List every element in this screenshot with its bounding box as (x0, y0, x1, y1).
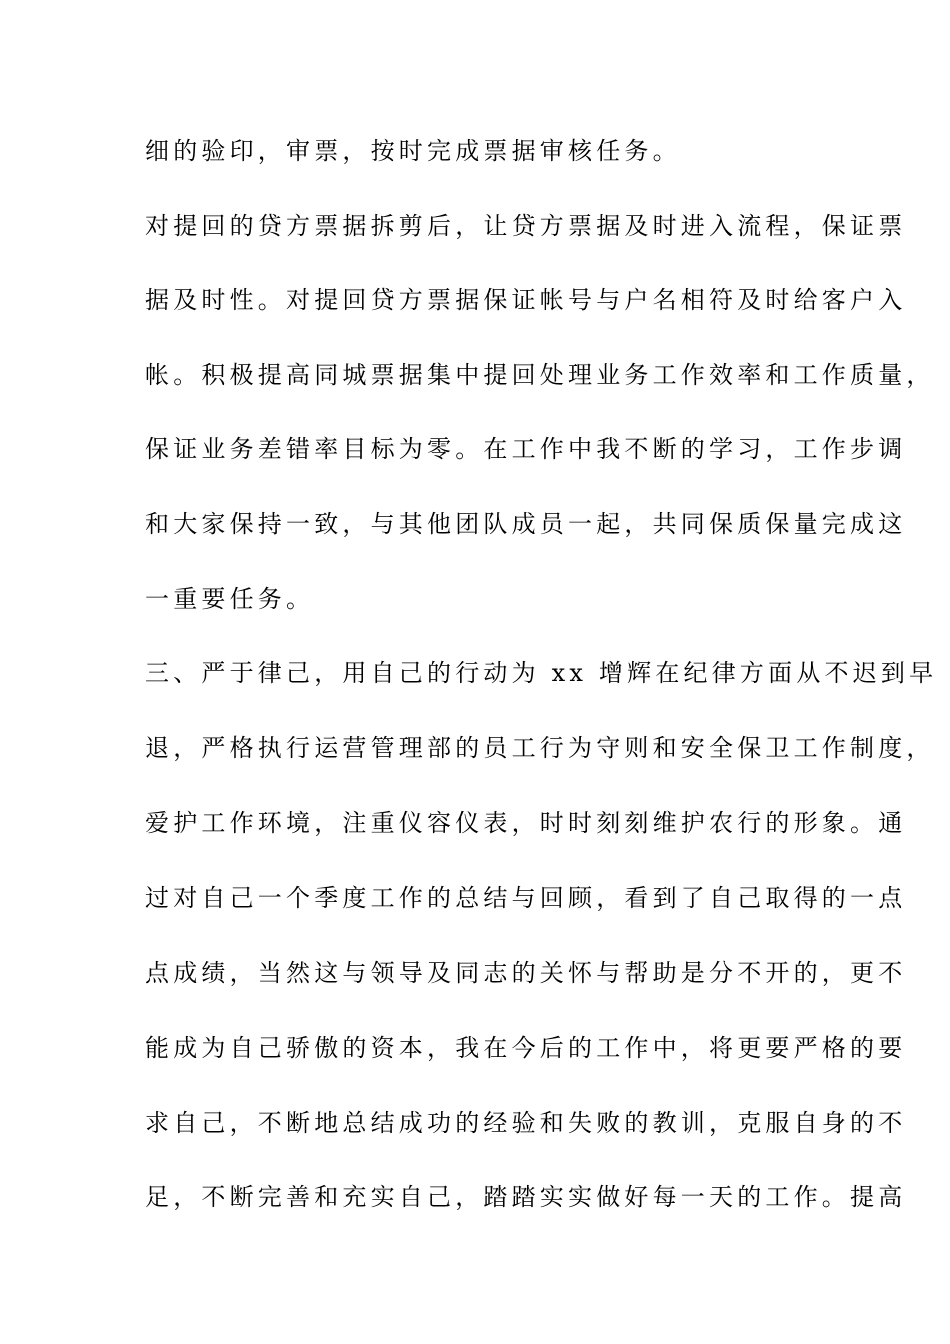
text-line: 求自己，不断地总结成功的经验和失败的教训，克服自身的不 (145, 1109, 907, 1137)
text-line: 足，不断完善和充实自己，踏踏实实做好每一天的工作。提高 (145, 1183, 907, 1211)
text-line: 过对自己一个季度工作的总结与回顾，看到了自己取得的一点 (145, 884, 907, 912)
text-line: 三、严于律己，用自己的行动为 xx 增辉在纪律方面从不迟到早 (145, 659, 938, 687)
text-line: 爱护工作环境，注重仪容仪表，时时刻刻维护农行的形象。通 (145, 809, 907, 837)
text-line: 点成绩，当然这与领导及同志的关怀与帮助是分不开的，更不 (145, 959, 907, 987)
text-line: 保证业务差错率目标为零。在工作中我不断的学习，工作步调 (145, 435, 907, 463)
text-line: 退，严格执行运营管理部的员工行为守则和安全保卫工作制度， (145, 734, 935, 762)
text-line: 帐。积极提高同城票据集中提回处理业务工作效率和工作质量， (145, 361, 935, 389)
text-line: 对提回的贷方票据拆剪后，让贷方票据及时进入流程，保证票 (145, 212, 907, 240)
text-line: 能成为自己骄傲的资本，我在今后的工作中，将更要严格的要 (145, 1034, 907, 1062)
text-line: 和大家保持一致，与其他团队成员一起，共同保质保量完成这 (145, 510, 907, 538)
text-line: 据及时性。对提回贷方票据保证帐号与户名相符及时给客户入 (145, 286, 907, 314)
text-line: 细的验印，审票，按时完成票据审核任务。 (145, 137, 681, 165)
text-line: 一重要任务。 (145, 585, 315, 613)
